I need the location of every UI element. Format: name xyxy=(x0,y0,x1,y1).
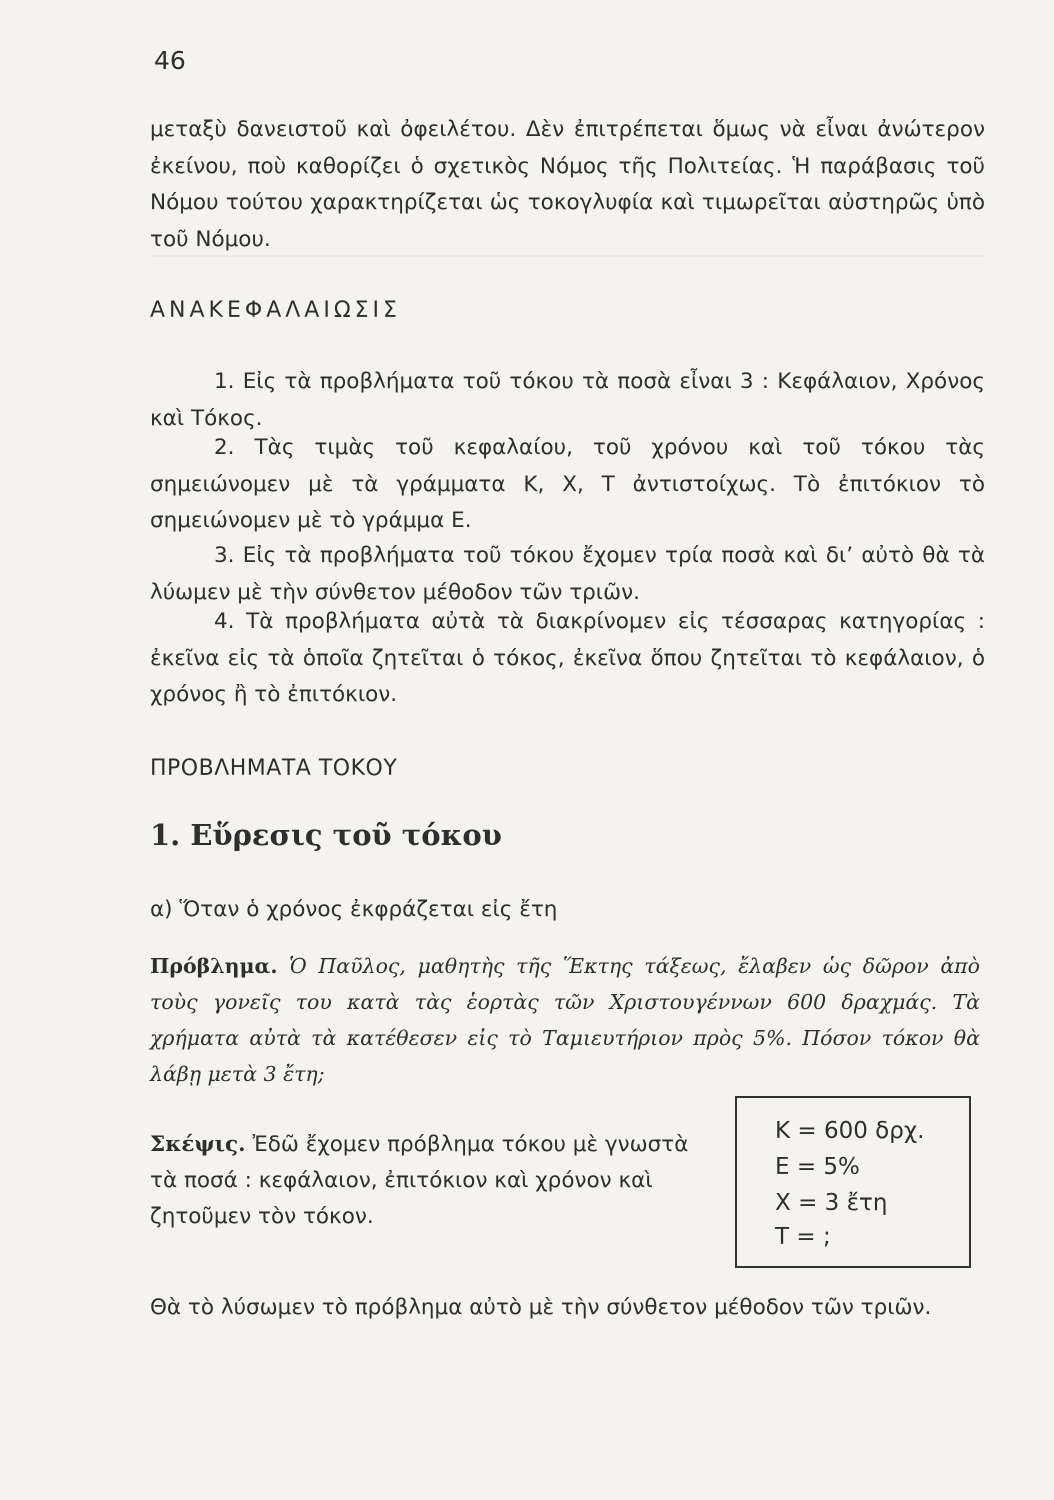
problem-text: Ὁ Παῦλος, μαθητὴς τῆς Ἕκτης τάξεως, ἔλαβεν ὡς δῶρον ἀπὸ τοὺς γονεῖς του κατὰ τὰς ἑορτὰς τῶν Χριστουγέννων 600 δραχμάς. Τὰ χρήματα αὐτὰ τὰ κατέθεσεν εἰς τὸ Ταμιευτήριον πρὸς 5%. Πόσον τόκον θὰ λάβῃ μετὰ 3 ἔτη; xyxy=(150,954,980,1086)
summary-heading: ΑΝΑΚΕΦΑΛΑΙΩΣΙΣ xyxy=(150,298,401,323)
problems-heading: ΠΡΟΒΛΗΜΑΤΑ ΤΟΚΟΥ xyxy=(150,756,398,781)
summary-item-3: 3. Εἰς τὰ προβλήματα τοῦ τόκου ἔχομεν τρία ποσὰ καὶ δι’ αὐτὸ θὰ τὰ λύωμεν μὲ τὴν σύνθετον μέθοδον τῶν τριῶν. xyxy=(150,543,985,605)
problem-statement xyxy=(150,948,980,1092)
thinking-paragraph xyxy=(150,1127,710,1235)
section-title: 1. Εὕρεσις τοῦ τόκου xyxy=(150,818,502,852)
summary-item-1: 1. Εἰς τὰ προβλήματα τοῦ τόκου τὰ ποσὰ εἶναι 3 : Κεφάλαιον, Χρόνος καὶ Τόκος. xyxy=(150,369,985,431)
problem-label: Πρόβλημα. xyxy=(150,954,278,978)
conclusion-paragraph: Θὰ τὸ λύσωμεν τὸ πρόβλημα αὐτὸ μὲ τὴν σύνθετον μέθοδον τῶν τριῶν. xyxy=(150,1295,932,1320)
given-interest: Τ = ; xyxy=(775,1224,831,1250)
intro-paragraph: μεταξὺ δανειστοῦ καὶ ὀφειλέτου. Δὲν ἐπιτρέπεται ὅμως νὰ εἶναι ἀνώτερον ἐκείνου, ποὺ καθορίζει ὁ σχετικὸς Νόμος τῆς Πολιτείας. Ἡ παράβασις τοῦ Νόμου τούτου χαρακτηρίζεται ὡς τοκογλυφία καὶ τιμωρεῖται αὐστηρῶς ὑπὸ τοῦ Νόμου. xyxy=(150,117,985,252)
summary-item-4: 4. Τὰ προβλήματα αὐτὰ τὰ διακρίνομεν εἰς τέσσαρας κατηγορίας : ἐκεῖνα εἰς τὰ ὁποῖα ζητεῖται ὁ τόκος, ἐκεῖνα ὅπου ζητεῖται τὸ κεφάλαιον, ὁ χρόνος ἢ τὸ ἐπιτόκιον. xyxy=(150,609,985,707)
thinking-text: Ἐδῶ ἔχομεν πρόβλημα τόκου μὲ γνωστὰ τὰ ποσά : κεφάλαιον, ἐπιτόκιον καὶ χρόνον καὶ ζητοῦμεν τὸν τόκον. xyxy=(150,1132,689,1229)
given-values-box xyxy=(735,1096,971,1268)
given-capital: Κ = 600 δρχ. xyxy=(775,1118,925,1144)
subsection-title: α) Ὅταν ὁ χρόνος ἐκφράζεται εἰς ἔτη xyxy=(150,897,558,922)
given-rate: Ε = 5% xyxy=(775,1154,860,1180)
page-number: 46 xyxy=(154,46,186,75)
given-time: Χ = 3 ἔτη xyxy=(775,1190,888,1216)
summary-item-2: 2. Τὰς τιμὰς τοῦ κεφαλαίου, τοῦ χρόνου καὶ τοῦ τόκου τὰς σημειώνομεν μὲ τὰ γράμματα Κ, Χ, Τ ἀντιστοίχως. Τὸ ἐπιτόκιον τὸ σημειώνομεν μὲ τὸ γράμμα Ε. xyxy=(150,435,985,533)
thinking-label: Σκέψις. xyxy=(150,1132,246,1157)
